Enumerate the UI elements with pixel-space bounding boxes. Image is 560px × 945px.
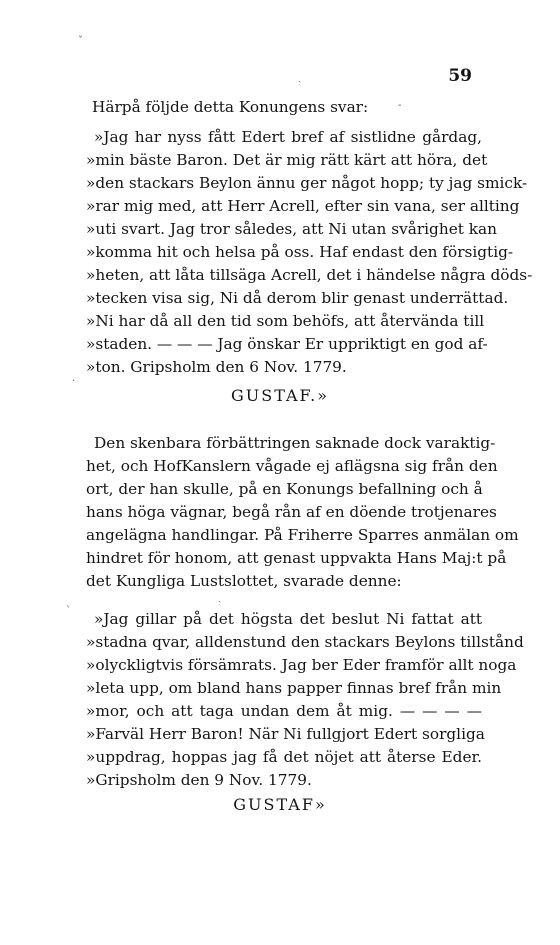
signature: GUSTAF.» [230, 386, 330, 405]
letter-line: »heten, att låta tillsäga Acrell, det i händelse några döds- [86, 266, 533, 284]
letter-line: »tecken visa sig, Ni då derom blir genast underrättad. [86, 289, 509, 307]
letter-line: »rar mig med, att Herr Acrell, efter sin vana, ser allting [86, 197, 520, 215]
letter-line: »min bäste Baron. Det är mig rätt kärt att höra, det [86, 151, 488, 169]
speck-mark: ˏ [298, 72, 302, 83]
letter-line: »uti svart. Jag tror således, att Ni utan svårighet kan [86, 220, 498, 238]
letter-line: »Jag har nyss fått Edert bref af sistlidne gårdag, [94, 128, 482, 146]
speck-mark: - [398, 100, 402, 111]
paragraph-line: hans höga vägnar, begå rån af en döende trotjenares [86, 503, 497, 521]
letter-line: »den stackars Beylon ännu ger något hopp; ty jag smick- [86, 174, 528, 192]
letter-line: »Ni har då all den tid som behöfs, att återvända till [86, 312, 485, 330]
intro-line: Härpå följde detta Konungens svar: [92, 98, 369, 116]
letter-line: »komma hit och helsa på oss. Haf endast den försigtig- [86, 243, 514, 261]
speck-mark: . [72, 373, 76, 384]
letter-line: »olyckligtvis försämrats. Jag ber Eder framför allt noga [86, 656, 517, 674]
page-number: 59 [448, 66, 472, 86]
paragraph-line: ort, der han skulle, på en Konungs befallning och å [86, 480, 483, 498]
speck-mark: ˇ [78, 36, 83, 47]
letter-line: »Jag gillar på det högsta det beslut Ni fattat att [94, 610, 482, 628]
letter-line: »staden. — — — Jag önskar Er uppriktigt en god af- [86, 335, 488, 353]
speck-mark: ˏ [218, 592, 222, 603]
letter-line: »Farväl Herr Baron! När Ni fullgjort Edert sorgliga [86, 725, 485, 743]
paragraph-line: hindret för honom, att genast uppvakta Hans Maj:t på [86, 549, 507, 567]
speck-mark: ˋ [66, 606, 71, 617]
letter-line: »leta upp, om bland hans papper finnas bref från min [86, 679, 502, 697]
paragraph-line: Den skenbara förbättringen saknade dock varaktig- [94, 434, 496, 452]
paragraph-line: het, och HofKanslern vågade ej aflägsna sig från den [86, 457, 498, 475]
letter-line: »ton. Gripsholm den 6 Nov. 1779. [86, 358, 347, 376]
paragraph-line: det Kungliga Lustslottet, svarade denne: [86, 572, 402, 590]
letter-line: »Gripsholm den 9 Nov. 1779. [86, 771, 312, 789]
letter-line: »uppdrag, hoppas jag få det nöjet att återse Eder. [86, 748, 482, 766]
letter-line: »mor, och att taga undan dem åt mig. — — — — [86, 702, 482, 720]
letter-line: »stadna qvar, alldenstund den stackars Beylons tillstånd [86, 633, 524, 651]
paragraph-line: angelägna handlingar. På Friherre Sparres anmälan om [86, 526, 519, 544]
signature: GUSTAF» [233, 795, 327, 814]
